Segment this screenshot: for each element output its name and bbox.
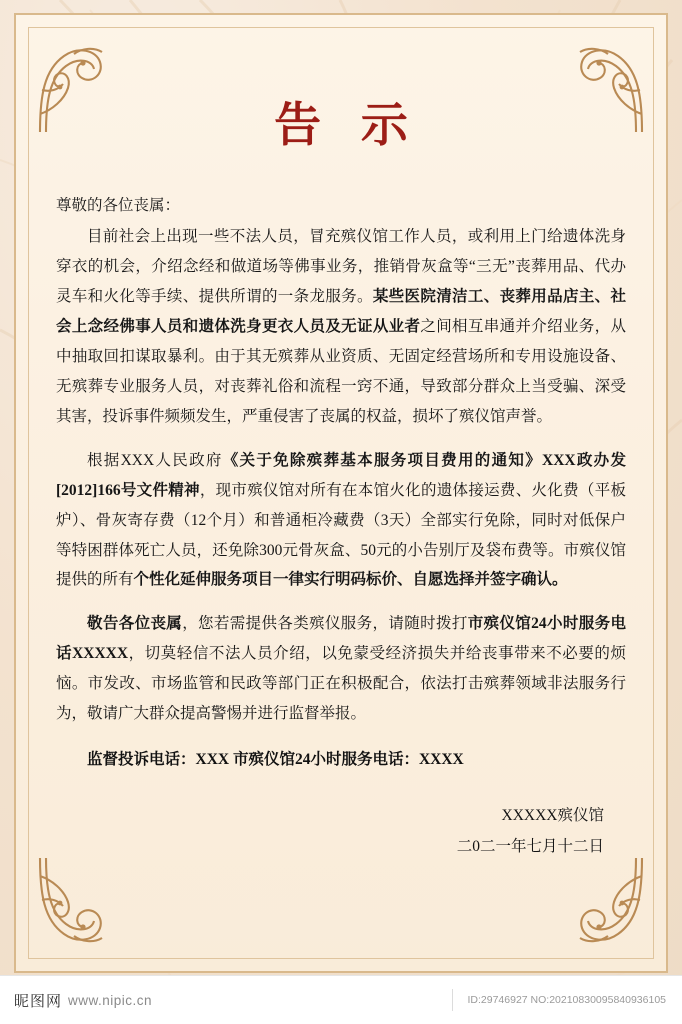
notice-paragraph-1: 目前社会上出现一些不法人员，冒充殡仪馆工作人员，或利用上门给遗体洗身穿衣的机会，介绍念经和做道场等佛事业务，推销骨灰盒等“三无”丧葬用品、代办灵车和火化等手续、提供所谓的一条龙服务。某些医院清洁工、丧葬用品店主、社会上念经佛事人员和遗体洗身更衣人员及无证从业者之间相互串通并介绍业务，从中抽取回扣谋取暴利。由于其无殡葬从业资质、无固定经营场所和专用设施设备、无殡葬专业服务人员，对丧葬礼俗和流程一窍不通，导致部分群众上当受骗、深受其害，投诉事件频频发生，严重侵害了丧属的权益，损坏了殡仪馆声誉。: [56, 228, 626, 425]
page-title: 告 示: [274, 100, 422, 152]
salutation: 尊敬的各位丧属：: [56, 197, 181, 214]
site-url: www.nipic.cn: [68, 992, 153, 1008]
signature-block: [56, 800, 626, 862]
notice-content: [56, 72, 626, 932]
signature-date: 二0二一年七月十二日: [456, 838, 604, 856]
site-logo[interactable]: [14, 990, 152, 1011]
footer-divider: [452, 989, 453, 1011]
signature-organization: XXXXX殡仪馆: [501, 807, 604, 825]
site-name-cn: 昵图网: [14, 992, 63, 1010]
notice-paragraph-2: 根据XXX人民政府《关于免除殡葬基本服务项目费用的通知》XXX政办发[2012]166号文件精神，现市殡仪馆对所有在本馆火化的遗体接运费、火化费（平板炉）、骨灰寄存费（12个月）和普通柜冷藏费（3天）全部实行免除，同时对低保户等特困群体死亡人员，还免除300元骨灰盒、50元的小告别厅及袋布费等。市殡仪馆提供的所有个性化延伸服务项目一律实行明码标价、自愿选择并签字确认。: [56, 451, 626, 589]
image-id-label: ID:29746927 NO:20210830095840936105: [467, 994, 666, 1006]
notice-paragraph-3: 敬告各位丧属，您若需提供各类殡仪服务，请随时拨打市殡仪馆24小时服务电话XXXXX，切莫轻信不法人员介绍，以免蒙受经济损失并给丧事带来不必要的烦恼。市发改、市场监管和民政等部门正在积极配合，依法打击殡葬领域非法服务行为，敬请广大群众提高警惕并进行监督举报。: [56, 615, 626, 723]
complaint-hotline: 监督投诉电话：XXX 市殡仪馆24小时服务电话：XXXX: [87, 750, 464, 768]
watermark-footer: [0, 975, 682, 1024]
